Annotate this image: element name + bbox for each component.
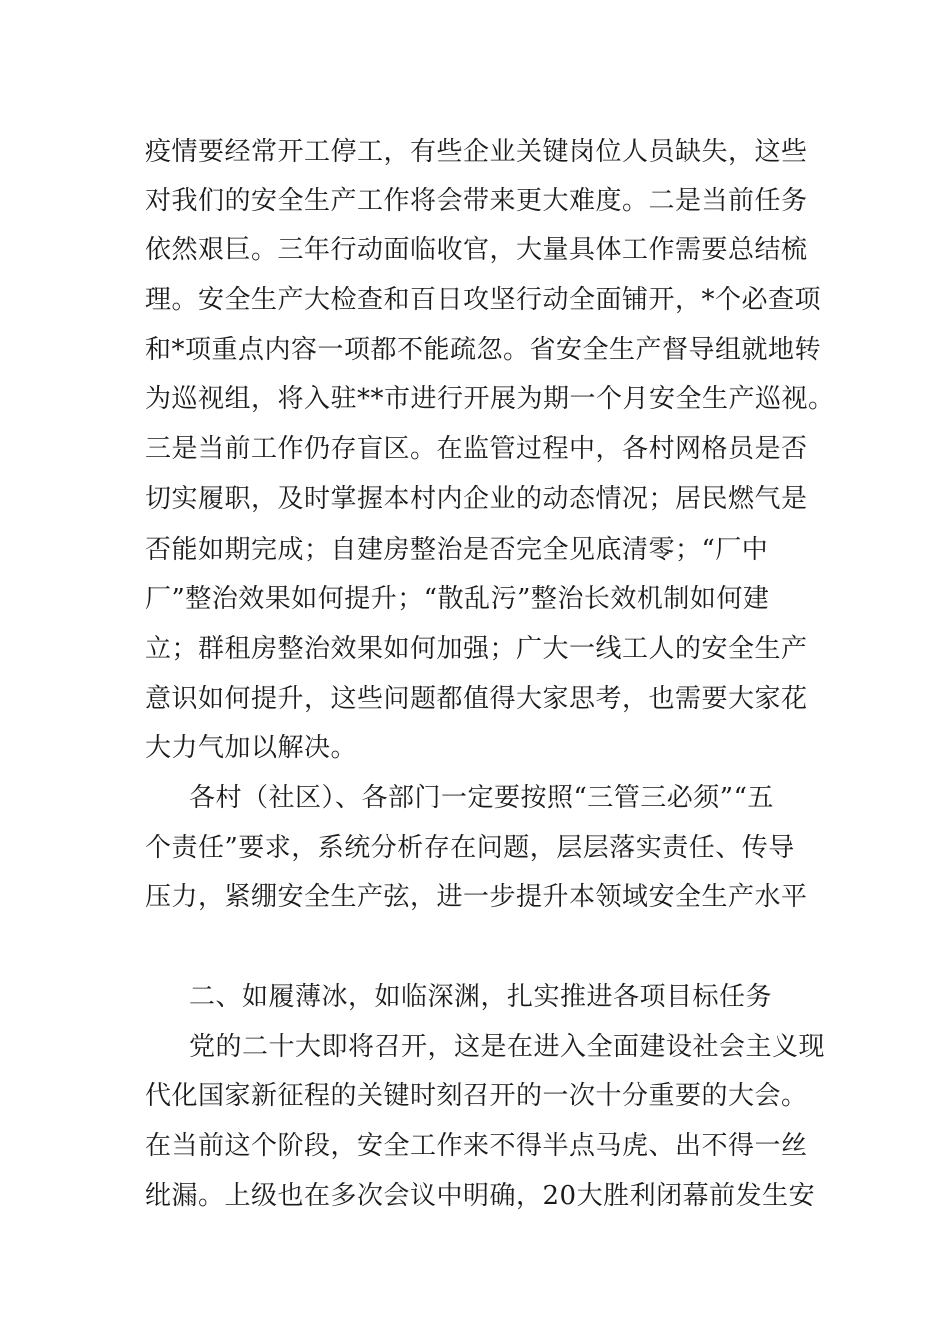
body-text-line: 对我们的安全生产工作将会带来更大难度。二是当前任务 — [145, 186, 808, 216]
section-heading: 二、如履薄冰，如临深渊，扎实推进各项目标任务 — [189, 982, 773, 1012]
body-text-line: 为巡视组，将入驻**市进行开展为期一个月安全生产巡视。 — [145, 384, 835, 414]
body-text-line: 纰漏。上级也在多次会议中明确，20大胜利闭幕前发生安 — [145, 1181, 816, 1211]
body-text-line: 三是当前工作仍存盲区。在监管过程中，各村网格员是否 — [145, 434, 808, 464]
body-text-line: 个责任”要求，系统分析存在问题，层层落实责任、传导 — [145, 833, 795, 863]
body-text-line: 大力气加以解决。 — [145, 733, 358, 763]
body-text-line: 压力，紧绷安全生产弦，进一步提升本领域安全生产水平 — [145, 882, 808, 912]
body-text-line: 依然艰巨。三年行动面临收官，大量具体工作需要总结梳 — [145, 235, 808, 265]
body-text-line: 意识如何提升，这些问题都值得大家思考，也需要大家花 — [145, 684, 808, 714]
body-text-line: 切实履职，及时掌握本村内企业的动态情况；居民燃气是 — [145, 484, 808, 514]
body-text-line: 理。安全生产大检查和百日攻坚行动全面铺开，*个必查项 — [145, 285, 822, 315]
body-text-line: 在当前这个阶段，安全工作来不得半点马虎、出不得一丝 — [145, 1131, 808, 1161]
body-text-line: 代化国家新征程的关键时刻召开的一次十分重要的大会。 — [145, 1081, 808, 1111]
body-text-line: 和*项重点内容一项都不能疏忽。省安全生产督导组就地转 — [145, 335, 822, 365]
body-text-line: 厂”整治效果如何提升；“散乱污”整治长效机制如何建 — [145, 584, 770, 614]
body-text-line: 疫情要经常开工停工，有些企业关键岗位人员缺失，这些 — [145, 137, 808, 167]
paragraph-first-line: 各村（社区）、各部门一定要按照“三管三必须”“五 — [189, 783, 774, 813]
body-text-line: 否能如期完成；自建房整治是否完全见底清零；“厂中 — [145, 535, 769, 565]
body-text-line: 立；群租房整治效果如何加强；广大一线工人的安全生产 — [145, 634, 808, 664]
paragraph-first-line: 党的二十大即将召开，这是在进入全面建设社会主义现 — [189, 1032, 826, 1062]
